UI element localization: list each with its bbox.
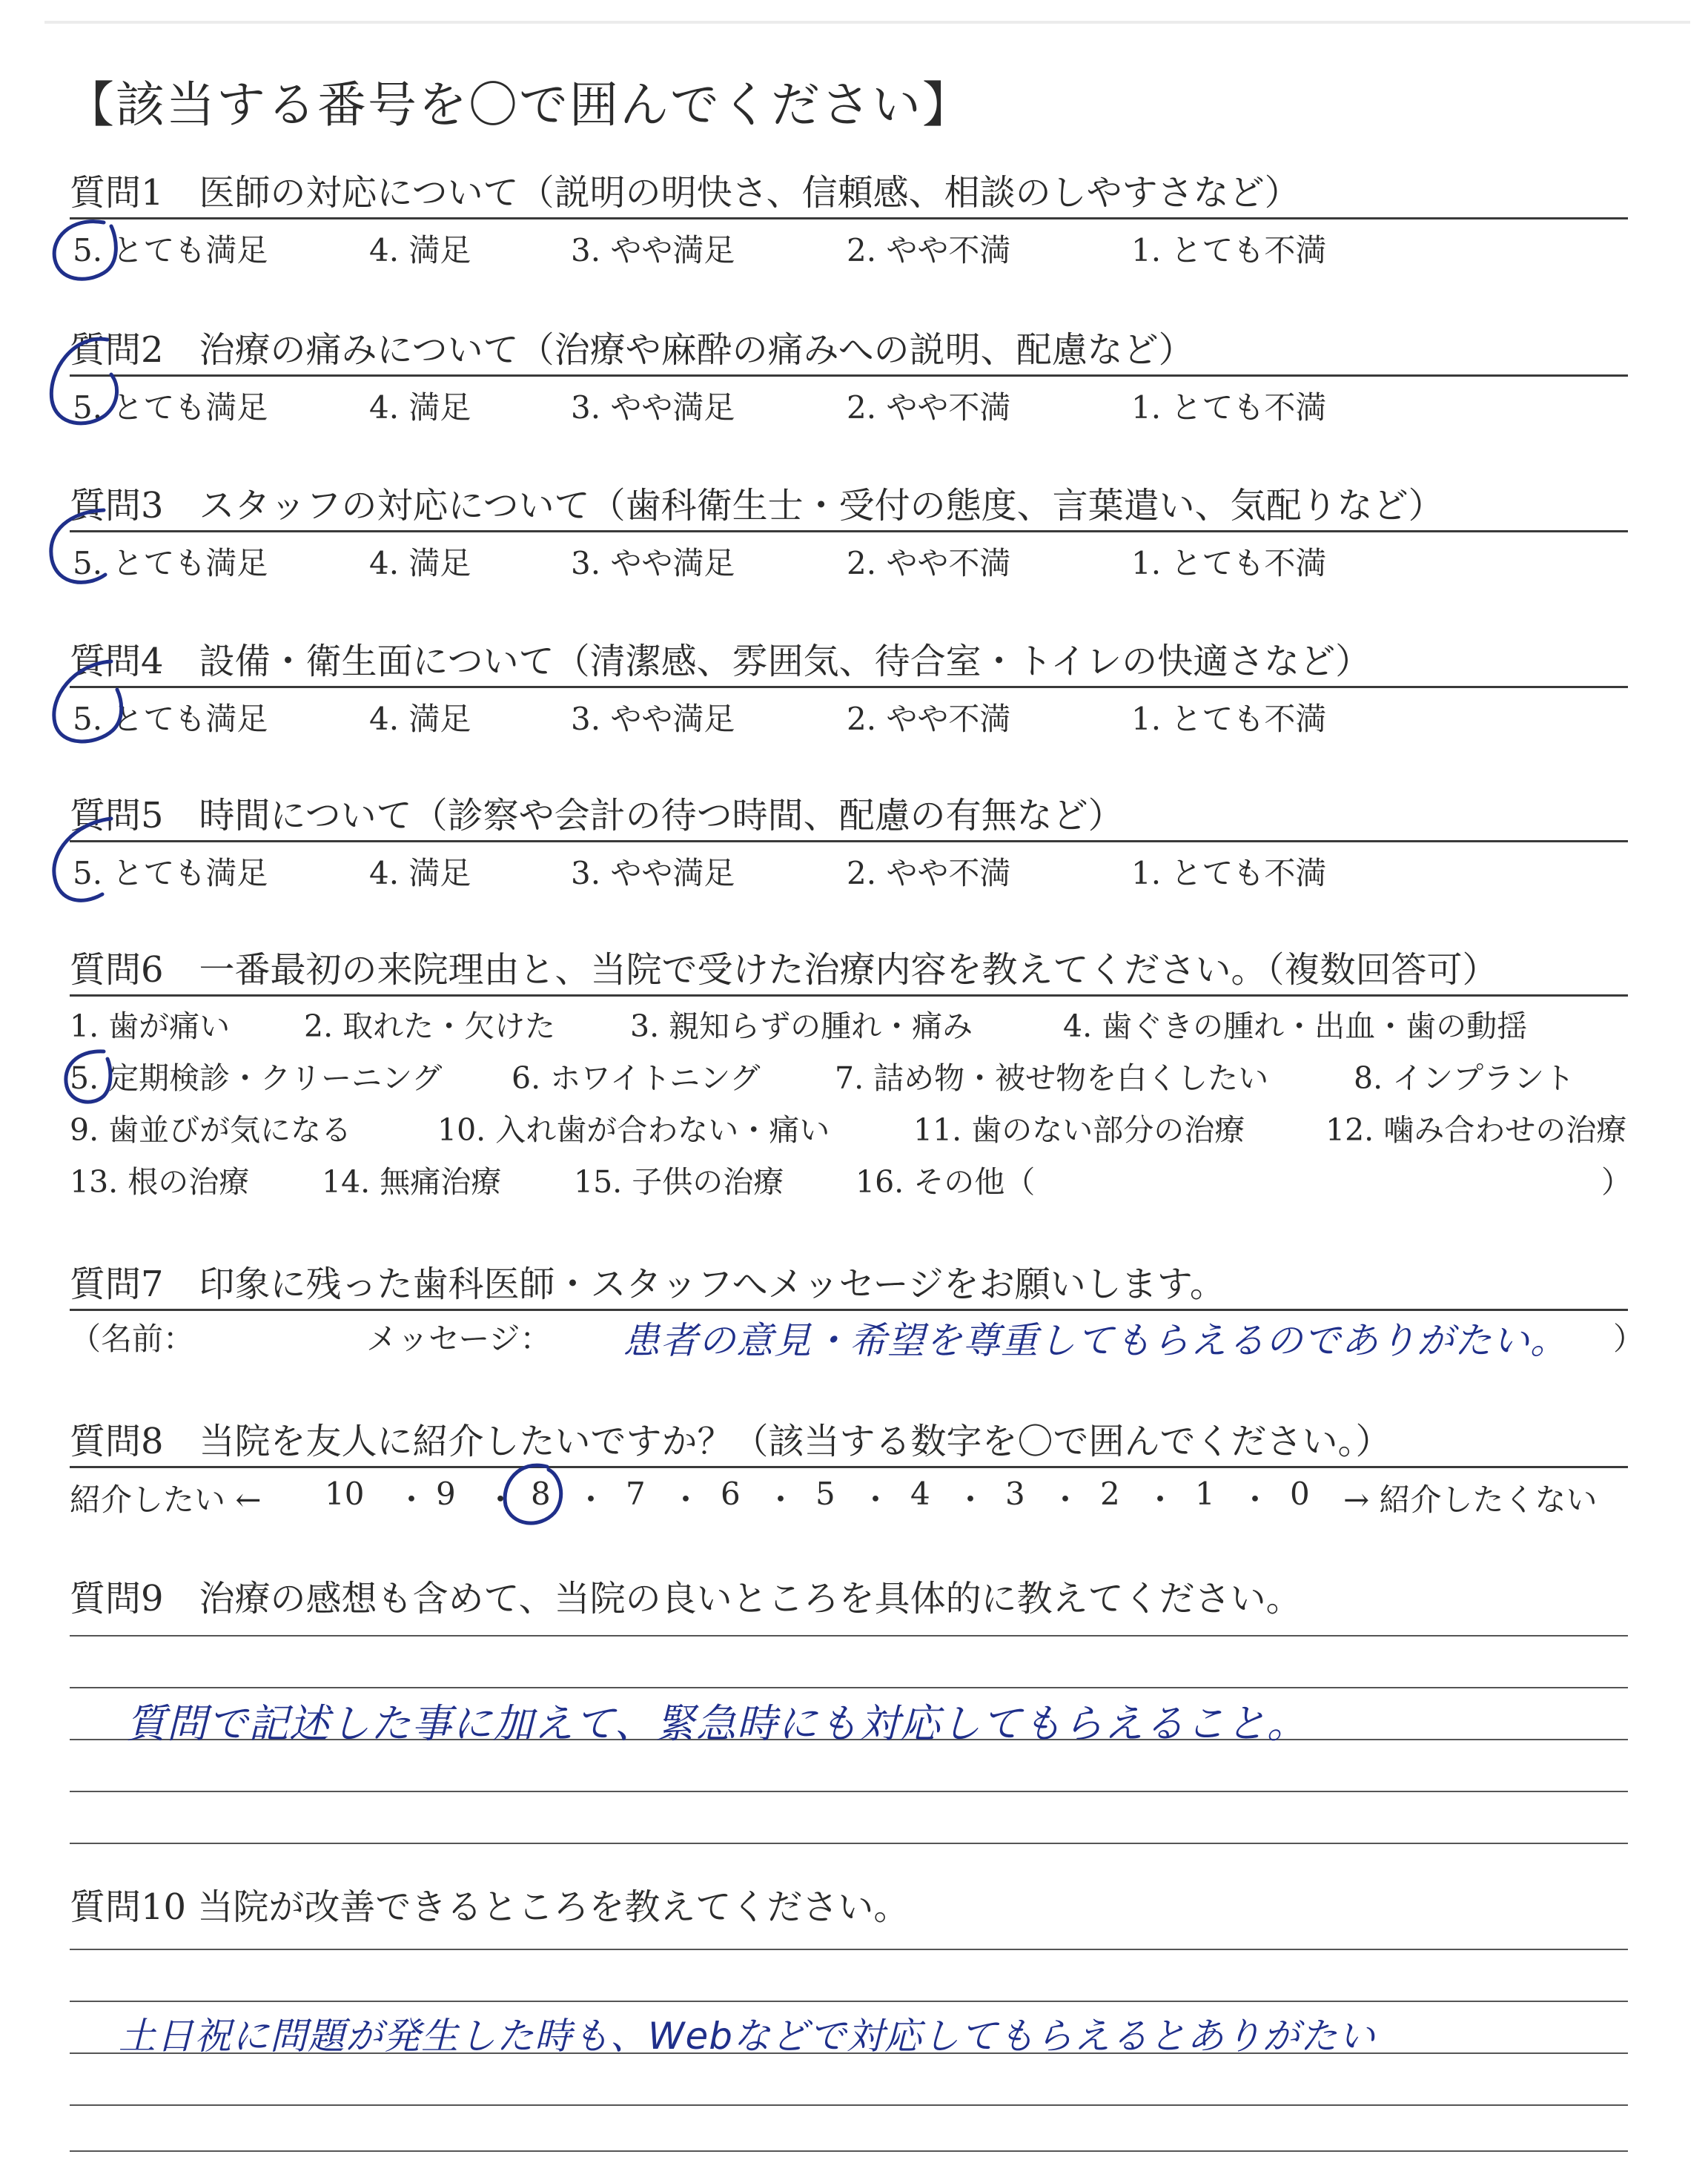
question-9-title: 質問9 治療の感想も含めて、当院の良いところを具体的に教えてください。 <box>70 1578 1302 1619</box>
q6-option-1[interactable]: 1. 歯が痛い <box>70 1008 231 1044</box>
q1-option-2[interactable]: 2. やや不満 <box>847 232 1011 268</box>
question-8-title: 質問8 当院を友人に紹介したいですか？（該当する数字を〇で囲んでください。） <box>70 1421 1391 1462</box>
q6-options-row-1 <box>70 1005 1626 1050</box>
q8-dot: ・ <box>955 1482 987 1518</box>
q10-handwritten-answer[interactable]: 土日祝に問題が発生した時も、Webなどで対応してもらえるとありがたい <box>119 2015 1376 2058</box>
form-instruction-header: 【該当する番号を〇で囲んでください】 <box>65 76 973 133</box>
q4-option-3[interactable]: 3. やや満足 <box>571 701 735 737</box>
question-6-title: 質問6 一番最初の来院理由と、当院で受けた治療内容を教えてください。（複数回答可） <box>70 949 1498 991</box>
q10-answer-line-5 <box>70 2150 1628 2152</box>
q6-option-12[interactable]: 12. 噛み合わせの治療 <box>1325 1112 1627 1148</box>
q9-handwritten-answer[interactable]: 質問で記述した事に加えて、緊急時にも対応してもらえること。 <box>126 1700 1308 1747</box>
q5-option-4[interactable]: 4. 満足 <box>369 855 471 891</box>
question-5-rule <box>70 840 1628 842</box>
q8-dot: ・ <box>1145 1482 1176 1518</box>
question-1 <box>70 169 1626 217</box>
q6-option-15[interactable]: 15. 子供の治療 <box>574 1164 784 1200</box>
q5-option-1[interactable]: 1. とても不満 <box>1131 855 1327 891</box>
question-3-options <box>70 543 1626 587</box>
q8-scale <box>70 1476 1626 1520</box>
q8-dot: ・ <box>670 1482 702 1518</box>
question-1-rule <box>70 217 1628 219</box>
q8-dot: ・ <box>485 1482 517 1518</box>
q6-option-7[interactable]: 7. 詰め物・被せ物を白くしたい <box>835 1060 1269 1096</box>
question-2-title: 質問2 治療の痛みについて（治療や麻酔の痛みへの説明、配慮など） <box>70 329 1194 371</box>
q8-num-10[interactable]: 10 <box>325 1476 365 1512</box>
question-3-title: 質問3 スタッフの対応について（歯科衛生士・受付の態度、言葉遣い、気配りなど） <box>70 485 1444 526</box>
question-4-rule <box>70 686 1628 688</box>
q8-num-6[interactable]: 6 <box>721 1476 741 1512</box>
q3-option-1[interactable]: 1. とても不満 <box>1131 545 1327 581</box>
q7-name-label: （名前： <box>70 1321 195 1357</box>
question-2-rule <box>70 374 1628 377</box>
question-4-options <box>70 698 1626 743</box>
q3-option-4[interactable]: 4. 満足 <box>369 545 471 581</box>
question-2 <box>70 326 1626 374</box>
q3-option-5[interactable]: 5. とても満足 <box>73 545 268 581</box>
q3-option-2[interactable]: 2. やや不満 <box>847 545 1011 581</box>
q5-option-2[interactable]: 2. やや不満 <box>847 855 1011 891</box>
q6-option-9[interactable]: 9. 歯並びが気になる <box>70 1112 352 1148</box>
q9-answer-line-4 <box>70 1791 1628 1792</box>
q6-option-2[interactable]: 2. 取れた・欠けた <box>304 1008 556 1044</box>
q4-option-1[interactable]: 1. とても不満 <box>1131 701 1327 737</box>
q8-dot: ・ <box>575 1482 607 1518</box>
q8-num-5[interactable]: 5 <box>815 1476 835 1512</box>
q8-num-3[interactable]: 3 <box>1005 1476 1025 1512</box>
q8-num-7[interactable]: 7 <box>626 1476 646 1512</box>
q6-option-11[interactable]: 11. 歯のない部分の治療 <box>913 1112 1245 1148</box>
question-3 <box>70 482 1626 529</box>
question-5-options <box>70 853 1626 897</box>
question-7-title: 質問7 印象に残った歯科医師・スタッフへメッセージをお願いします。 <box>70 1264 1225 1305</box>
q6-option-13[interactable]: 13. 根の治療 <box>70 1164 250 1200</box>
q2-option-1[interactable]: 1. とても不満 <box>1131 389 1327 426</box>
q8-num-0[interactable]: 0 <box>1290 1476 1310 1512</box>
q9-answer-line-5 <box>70 1843 1628 1844</box>
q4-option-5[interactable]: 5. とても満足 <box>73 701 268 737</box>
q8-num-9[interactable]: 9 <box>436 1476 456 1512</box>
question-4 <box>70 638 1626 685</box>
q1-option-5[interactable]: 5. とても満足 <box>73 232 268 268</box>
q10-answer-line-4 <box>70 2104 1628 2106</box>
q8-dot: ・ <box>765 1482 797 1518</box>
q9-answer-line-1 <box>70 1635 1628 1636</box>
question-10 <box>70 1883 1626 1931</box>
q1-option-3[interactable]: 3. やや満足 <box>571 232 735 268</box>
q6-option-3[interactable]: 3. 親知らずの腫れ・痛み <box>630 1008 973 1044</box>
question-4-title: 質問4 設備・衛生面について（清潔感、雰囲気、待合室・トイレの快適さなど） <box>70 641 1371 682</box>
q8-num-8[interactable]: 8 <box>531 1476 551 1512</box>
q6-option-8[interactable]: 8. インプラント <box>1354 1060 1575 1096</box>
q8-dot: ・ <box>860 1482 892 1518</box>
q10-answer-line-1 <box>70 1949 1628 1950</box>
q5-option-5[interactable]: 5. とても満足 <box>73 855 268 891</box>
q8-left-label: 紹介したい ← <box>70 1482 262 1518</box>
q6-option-16[interactable]: 16. その他（ <box>855 1164 1036 1200</box>
question-5 <box>70 792 1626 839</box>
q8-right-label: → 紹介したくない <box>1343 1482 1598 1518</box>
q8-num-1[interactable]: 1 <box>1195 1476 1215 1512</box>
q7-message-label: メッセージ： <box>366 1321 552 1357</box>
q6-option-16-close: ） <box>1601 1164 1632 1200</box>
question-5-title: 質問5 時間について（診察や会計の待つ時間、配慮の有無など） <box>70 795 1124 836</box>
q8-dot: ・ <box>1050 1482 1082 1518</box>
question-3-rule <box>70 530 1628 532</box>
q6-option-5[interactable]: 5. 定期検診・クリーニング <box>70 1060 443 1096</box>
q2-option-5[interactable]: 5. とても満足 <box>73 389 268 426</box>
question-7 <box>70 1261 1626 1308</box>
q8-num-2[interactable]: 2 <box>1100 1476 1120 1512</box>
q2-option-4[interactable]: 4. 満足 <box>369 389 471 426</box>
q10-answer-line-2 <box>70 2001 1628 2002</box>
question-2-options <box>70 387 1626 432</box>
q6-option-4[interactable]: 4. 歯ぐきの腫れ・出血・歯の動揺 <box>1063 1008 1528 1044</box>
q4-option-2[interactable]: 2. やや不満 <box>847 701 1011 737</box>
q8-num-4[interactable]: 4 <box>910 1476 930 1512</box>
q5-option-3[interactable]: 3. やや満足 <box>571 855 735 891</box>
question-6 <box>70 946 1626 994</box>
question-6-rule <box>70 994 1628 997</box>
page-top-border <box>44 21 1690 24</box>
q1-option-4[interactable]: 4. 満足 <box>369 232 471 268</box>
q6-option-14[interactable]: 14. 無痛治療 <box>322 1164 502 1200</box>
q6-option-10[interactable]: 10. 入れ歯が合わない・痛い <box>437 1112 830 1148</box>
q6-options-row-4 <box>70 1161 1632 1206</box>
question-1-title: 質問1 医師の対応について（説明の明快さ、信頼感、相談のしやすさなど） <box>70 172 1300 214</box>
q8-dot: ・ <box>1239 1482 1271 1518</box>
q2-option-3[interactable]: 3. やや満足 <box>571 389 735 426</box>
q4-option-4[interactable]: 4. 満足 <box>369 701 471 737</box>
question-10-title: 質問10 当院が改善できるところを教えてください。 <box>70 1886 910 1928</box>
q7-close-paren: ） <box>1613 1321 1645 1357</box>
q3-option-3[interactable]: 3. やや満足 <box>571 545 735 581</box>
q6-options-row-3 <box>70 1109 1626 1154</box>
question-9 <box>70 1575 1626 1622</box>
q2-option-2[interactable]: 2. やや不満 <box>847 389 1011 426</box>
q9-answer-line-2 <box>70 1687 1628 1688</box>
question-8 <box>70 1418 1626 1465</box>
q6-options-row-2 <box>70 1057 1626 1102</box>
question-8-rule <box>70 1466 1628 1468</box>
q6-option-6[interactable]: 6. ホワイトニング <box>512 1060 761 1096</box>
q7-handwritten-message[interactable]: 患者の意見・希望を尊重してもらえるのでありがたい。 <box>623 1319 1568 1362</box>
question-1-options <box>70 230 1626 274</box>
q1-option-1[interactable]: 1. とても不満 <box>1131 232 1327 268</box>
q8-dot: ・ <box>396 1482 428 1518</box>
